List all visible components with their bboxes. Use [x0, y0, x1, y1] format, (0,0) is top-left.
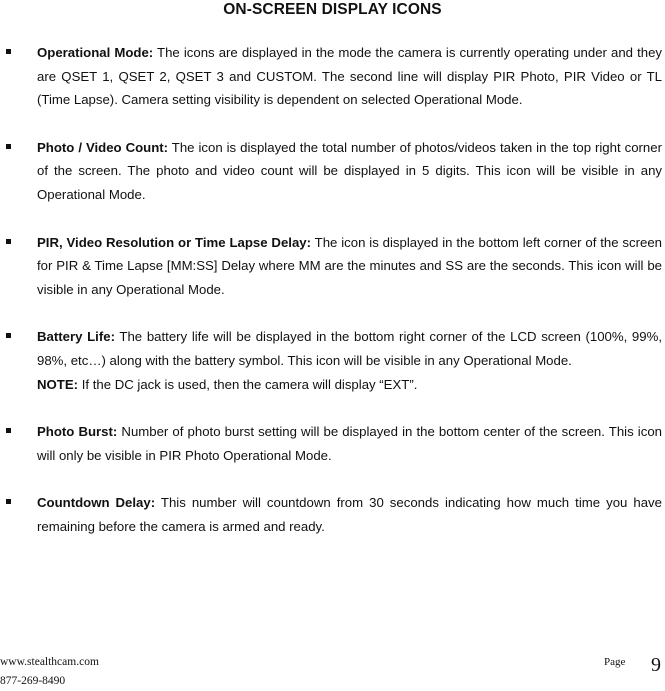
section-text: Number of photo burst setting will be displayed in the bottom center of the screen. This icon will only be visible in PIR Photo Operational Mode.	[37, 424, 662, 463]
section-text: This number will countdown from 30 seconds indicating how much time you have remaining before the camera is armed and ready.	[37, 495, 662, 534]
bullet-square-icon	[6, 239, 11, 244]
section-countdown-delay	[0, 491, 665, 538]
section-heading: Operational Mode:	[37, 45, 154, 60]
section-operational-mode	[0, 41, 665, 112]
bullet-square-icon	[6, 49, 11, 54]
footer-website: www.stealthcam.com	[0, 656, 99, 668]
section-heading: Photo / Video Count:	[37, 139, 169, 155]
section-pir-video-resolution-time-lapse-delay	[0, 231, 665, 302]
section-text: The icon is displayed in the bottom left corner of the screen for PIR & Time Lapse [MM:SS] Delay where MM are the minutes and SS are the seconds. This icon will be visible in any Operational Mode.	[37, 234, 662, 297]
note-text: If the DC jack is used, then the camera will display “EXT”.	[81, 376, 418, 392]
footer-phone: 877-269-8490	[0, 675, 66, 687]
section-paragraph	[37, 231, 662, 302]
section-paragraph	[37, 420, 662, 467]
section-photo-burst	[0, 420, 665, 467]
footer-contact	[0, 653, 99, 691]
section-heading: Photo Burst:	[37, 424, 118, 440]
section-heading: Countdown Delay:	[37, 495, 156, 511]
bullet-square-icon	[6, 333, 11, 338]
section-photo-video-count	[0, 136, 665, 207]
bullet-square-icon	[6, 144, 11, 149]
section-text: The battery life will be displayed in the bottom right corner of the LCD screen (100%, 99%, 98%, etc…) along with the battery symbol. This icon will be visible in any Operational Mode.	[37, 329, 662, 368]
section-text: The icons are displayed in the mode the camera is currently operating under and they are QSET 1, QSET 2, QSET 3 and CUSTOM. The second line will display PIR Photo, PIR Video or TL (Time Lapse). Camera setting visibility is dependent on selected Operational Mode.	[37, 45, 662, 108]
section-text: The icon is displayed the total number of photos/videos taken in the top right corner of the screen. The photo and video count will be displayed in 5 digits. This icon will be visible in any Operational Mode.	[37, 139, 662, 202]
note-label: NOTE:	[37, 376, 79, 392]
battery-note	[37, 373, 662, 397]
icon-descriptions	[0, 41, 665, 539]
footer-page-label: Page	[604, 656, 626, 668]
bullet-square-icon	[6, 499, 11, 504]
section-battery-life	[0, 325, 665, 396]
page-title: ON-SCREEN DISPLAY ICONS	[223, 1, 442, 18]
section-heading: Battery Life:	[37, 329, 115, 345]
section-paragraph	[37, 136, 662, 207]
section-heading: PIR, Video Resolution or Time Lapse Delay:	[37, 234, 312, 250]
section-paragraph	[37, 325, 662, 372]
section-paragraph	[37, 491, 662, 538]
bullet-square-icon	[6, 428, 11, 433]
footer-page-number: 9	[651, 654, 661, 676]
section-paragraph	[37, 41, 662, 112]
